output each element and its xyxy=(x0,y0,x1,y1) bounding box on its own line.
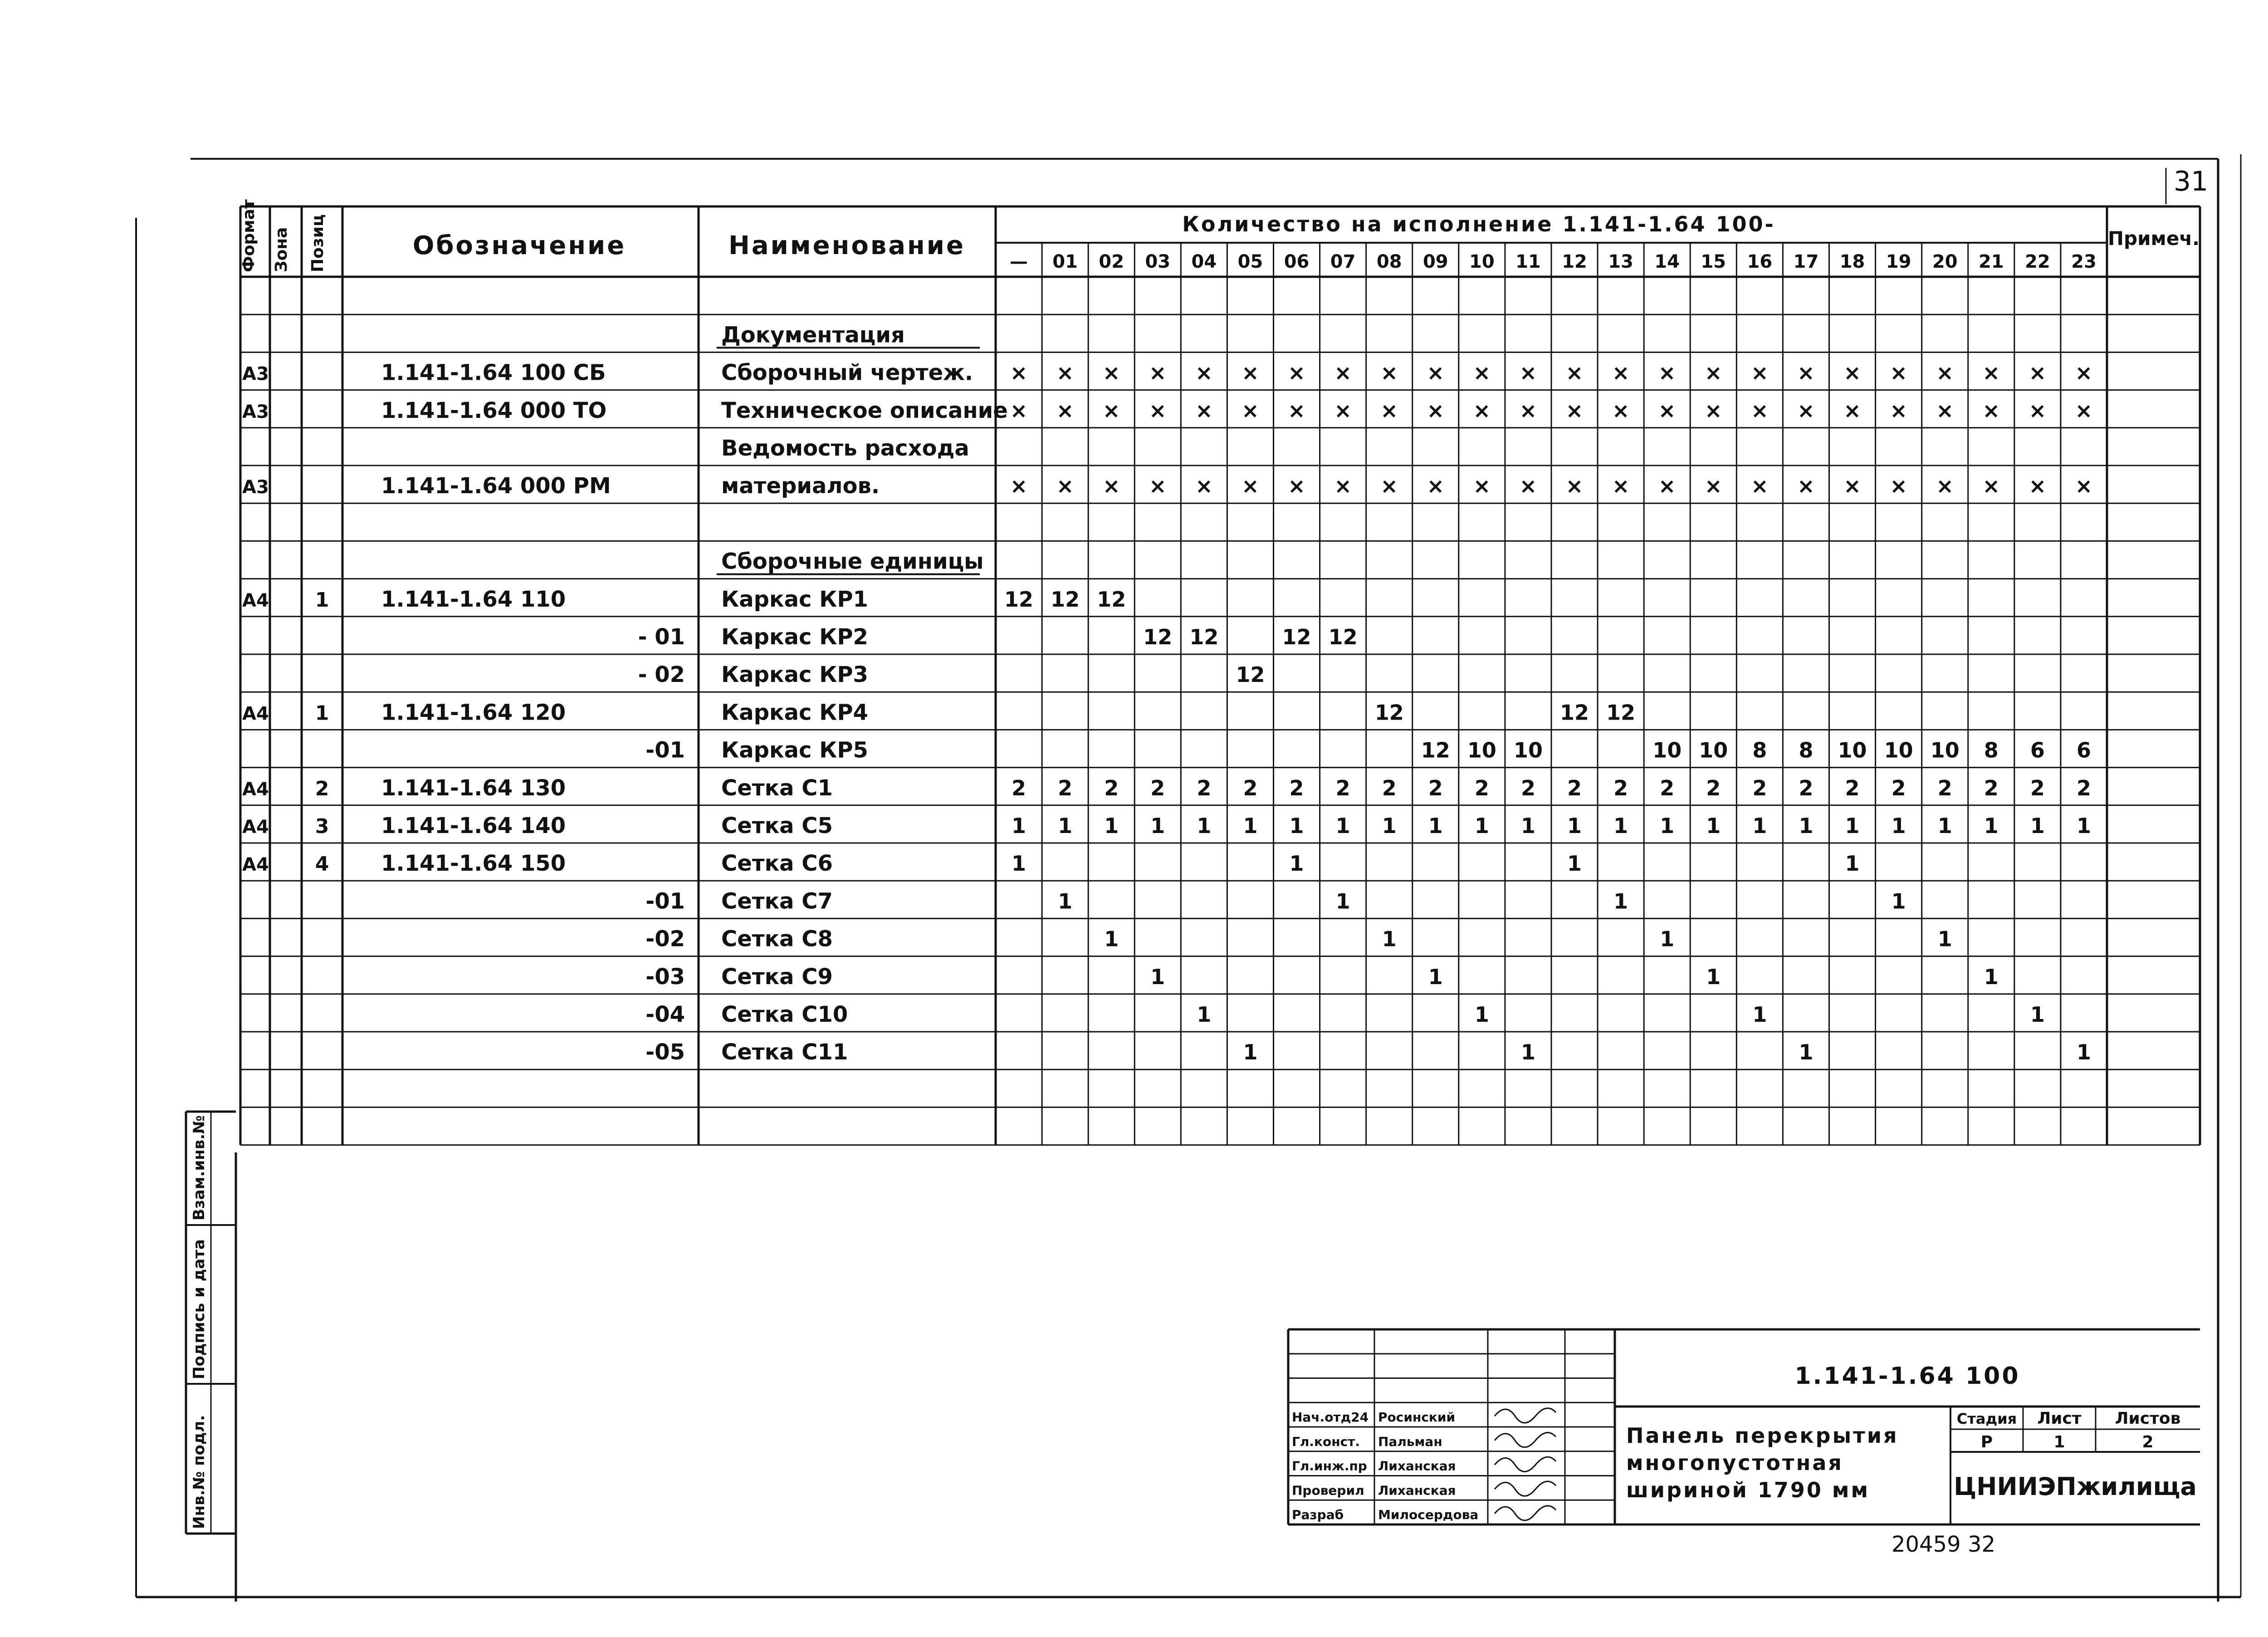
signer-role: Проверил xyxy=(1292,1483,1364,1498)
row-name: Каркас КР2 xyxy=(721,624,868,650)
row-position: 1 xyxy=(315,701,329,725)
row-format: А4 xyxy=(242,817,269,838)
row-name: Документация xyxy=(721,322,905,348)
row-designation: 1.141-1.64 120 xyxy=(381,700,566,725)
variant-header-4: 04 xyxy=(1191,251,1217,272)
sheet-label: Лист xyxy=(2037,1409,2082,1428)
row-name: Техническое описание xyxy=(721,397,1008,423)
row-format: А3 xyxy=(242,401,269,422)
quantity-cell: × xyxy=(2028,474,2047,499)
quantity-cell: 10 xyxy=(1699,738,1728,763)
quantity-cell: 1 xyxy=(1335,889,1350,914)
quantity-cell: × xyxy=(1102,474,1120,499)
row-designation: 1.141-1.64 130 xyxy=(381,775,566,801)
row-name: Сетка С6 xyxy=(721,851,833,877)
quantity-cell: × xyxy=(1612,398,1630,423)
signer-role: Гл.конст. xyxy=(1292,1434,1360,1449)
quantity-cell: × xyxy=(1288,398,1305,423)
quantity-cell: 1 xyxy=(1197,814,1212,838)
variant-header-11: 11 xyxy=(1515,251,1541,272)
quantity-cell: 1 xyxy=(2030,814,2045,838)
quantity-cell: × xyxy=(1797,360,1815,385)
variant-header-2: 02 xyxy=(1099,251,1124,272)
quantity-cell: × xyxy=(1334,360,1352,385)
signer-name: Лиханская xyxy=(1378,1483,1456,1498)
quantity-cell: 10 xyxy=(1930,738,1960,763)
quantity-cell: 1 xyxy=(1752,814,1767,838)
row-name: Сборочные единицы xyxy=(721,549,984,574)
variant-header-15: 15 xyxy=(1701,251,1726,272)
variant-header-18: 18 xyxy=(1839,251,1865,272)
signer-name: Пальман xyxy=(1378,1434,1442,1449)
quantity-cell: × xyxy=(1242,360,1259,385)
header-designation: Обозначение xyxy=(412,231,626,260)
quantity-cell: 2 xyxy=(1752,775,1767,800)
quantity-cell: × xyxy=(1565,398,1584,423)
row-position: 4 xyxy=(315,853,329,876)
quantity-cell: 12 xyxy=(1421,738,1450,763)
quantity-cell: 1 xyxy=(1706,814,1721,838)
row-position: 1 xyxy=(315,588,329,612)
quantity-cell: 1 xyxy=(1613,814,1628,838)
quantity-cell: 2 xyxy=(1799,775,1813,800)
quantity-cell: × xyxy=(1890,398,1907,423)
quantity-cell: 1 xyxy=(1891,889,1906,914)
quantity-cell: 10 xyxy=(1467,738,1496,763)
row-name: Каркас КР3 xyxy=(721,662,868,688)
quantity-cell: × xyxy=(1705,474,1722,499)
quantity-cell: 1 xyxy=(1660,814,1675,838)
quantity-cell: × xyxy=(1612,360,1630,385)
quantity-cell: × xyxy=(1565,360,1584,385)
quantity-cell: × xyxy=(1056,398,1074,423)
quantity-cell: × xyxy=(1519,360,1537,385)
variant-header-17: 17 xyxy=(1793,251,1819,272)
quantity-cell: × xyxy=(1242,474,1259,499)
quantity-cell: × xyxy=(1427,398,1445,423)
quantity-cell: 1 xyxy=(1428,964,1443,989)
row-designation: -04 xyxy=(645,1002,685,1027)
quantity-cell: 1 xyxy=(1104,814,1119,838)
row-format: А4 xyxy=(242,779,269,800)
title-line-0: Панель перекрытия xyxy=(1626,1423,1899,1448)
sheet-value: 1 xyxy=(2053,1433,2065,1451)
quantity-cell: × xyxy=(1612,474,1630,499)
quantity-cell: 2 xyxy=(1197,775,1212,800)
variant-header-21: 21 xyxy=(1978,251,2004,272)
quantity-cell: × xyxy=(1797,398,1815,423)
quantity-cell: × xyxy=(1010,398,1028,423)
signature-mark xyxy=(1495,1481,1556,1496)
quantity-cell: × xyxy=(1843,360,1861,385)
signature-mark xyxy=(1495,1457,1556,1471)
quantity-cell: × xyxy=(1751,474,1769,499)
quantity-cell: 1 xyxy=(1474,814,1489,838)
row-name: Каркас КР1 xyxy=(721,586,868,612)
header-note: Примеч. xyxy=(2107,227,2200,250)
quantity-cell: × xyxy=(1149,474,1167,499)
quantity-cell: × xyxy=(1427,360,1445,385)
quantity-cell: 10 xyxy=(1652,738,1682,763)
row-designation: -02 xyxy=(645,926,685,952)
sheets-label: Листов xyxy=(2115,1409,2181,1428)
title-line-1: многопустотная xyxy=(1626,1451,1843,1475)
row-designation: 1.141-1.64 000 РМ xyxy=(381,473,611,499)
variant-header-6: 06 xyxy=(1284,251,1310,272)
quantity-cell: × xyxy=(1843,474,1861,499)
quantity-cell: × xyxy=(1751,360,1769,385)
quantity-cell: 1 xyxy=(1150,814,1165,838)
quantity-cell: × xyxy=(1380,398,1398,423)
quantity-cell: 1 xyxy=(2030,1002,2045,1027)
variant-header-1: 01 xyxy=(1052,251,1078,272)
row-format: А4 xyxy=(242,854,269,876)
quantity-cell: × xyxy=(1797,474,1815,499)
quantity-cell: × xyxy=(1380,360,1398,385)
quantity-cell: 12 xyxy=(1328,625,1358,649)
row-designation: -03 xyxy=(645,964,685,990)
quantity-cell: × xyxy=(2075,474,2093,499)
quantity-cell: 1 xyxy=(1104,926,1119,951)
quantity-cell: × xyxy=(2075,398,2093,423)
variant-header-9: 09 xyxy=(1422,251,1448,272)
signature-mark xyxy=(1495,1506,1556,1520)
quantity-cell: 1 xyxy=(1289,851,1304,876)
quantity-cell: × xyxy=(1149,360,1167,385)
quantity-cell: 1 xyxy=(1382,814,1397,838)
quantity-cell: × xyxy=(2028,360,2047,385)
row-name: Сборочный чертеж. xyxy=(721,360,973,386)
quantity-cell: × xyxy=(1936,398,1954,423)
quantity-cell: 1 xyxy=(1382,926,1397,951)
quantity-cell: 2 xyxy=(1660,775,1675,800)
header-quantity-title: Количество на исполнение 1.141-1.64 100- xyxy=(1182,212,1775,236)
signer-role: Гл.инж.пр xyxy=(1292,1458,1367,1474)
quantity-cell: 8 xyxy=(1799,738,1813,763)
quantity-cell: 1 xyxy=(1984,964,1999,989)
quantity-cell: 12 xyxy=(1374,700,1404,725)
quantity-cell: 2 xyxy=(1567,775,1582,800)
row-name: Сетка С1 xyxy=(721,775,833,801)
variant-header-7: 07 xyxy=(1330,251,1356,272)
stage-value: Р xyxy=(1980,1433,1993,1451)
quantity-cell: 12 xyxy=(1004,587,1034,612)
quantity-cell: × xyxy=(1102,360,1120,385)
quantity-cell: × xyxy=(1705,360,1722,385)
quantity-cell: × xyxy=(1288,360,1305,385)
variant-header-23: 23 xyxy=(2071,251,2097,272)
title-line-2: шириной 1790 мм xyxy=(1626,1478,1870,1502)
quantity-cell: 6 xyxy=(2076,738,2091,763)
page-number: 31 xyxy=(2173,166,2209,197)
quantity-cell: 2 xyxy=(1104,775,1119,800)
quantity-cell: 1 xyxy=(1289,814,1304,838)
quantity-cell: 1 xyxy=(1845,814,1860,838)
row-designation: -05 xyxy=(645,1039,685,1065)
quantity-cell: 1 xyxy=(1012,851,1026,876)
row-designation: 1.141-1.64 110 xyxy=(381,586,566,612)
row-name: Ведомость расхода xyxy=(721,436,969,461)
quantity-cell: × xyxy=(1010,360,1028,385)
quantity-cell: 12 xyxy=(1606,700,1636,725)
quantity-cell: 1 xyxy=(1937,926,1952,951)
quantity-cell: × xyxy=(1473,360,1491,385)
quantity-cell: 1 xyxy=(1984,814,1999,838)
signature-mark xyxy=(1495,1432,1556,1447)
quantity-cell: 1 xyxy=(2076,814,2091,838)
quantity-cell: 8 xyxy=(1984,738,1999,763)
row-position: 3 xyxy=(315,815,329,838)
row-format: А3 xyxy=(242,363,269,385)
sheets-value: 2 xyxy=(2142,1433,2154,1451)
quantity-cell: × xyxy=(1380,474,1398,499)
quantity-cell: 2 xyxy=(1845,775,1860,800)
quantity-cell: 1 xyxy=(1520,814,1535,838)
quantity-cell: 1 xyxy=(1845,851,1860,876)
organization-name: ЦНИИЭПжилища xyxy=(1954,1472,2197,1501)
quantity-cell: 2 xyxy=(2076,775,2091,800)
row-designation: - 01 xyxy=(638,624,685,650)
quantity-cell: × xyxy=(1519,474,1537,499)
row-format: А4 xyxy=(242,590,269,611)
quantity-cell: × xyxy=(1982,398,2000,423)
quantity-cell: × xyxy=(1242,398,1259,423)
quantity-cell: × xyxy=(2028,398,2047,423)
quantity-cell: 2 xyxy=(1150,775,1165,800)
variant-header-16: 16 xyxy=(1747,251,1773,272)
quantity-cell: × xyxy=(1843,398,1861,423)
row-name: Сетка С10 xyxy=(721,1002,848,1027)
row-name: Сетка С11 xyxy=(721,1039,848,1065)
quantity-cell: × xyxy=(1890,474,1907,499)
row-designation: -01 xyxy=(645,888,685,914)
quantity-cell: 1 xyxy=(1243,814,1258,838)
quantity-cell: 10 xyxy=(1513,738,1543,763)
quantity-cell: 12 xyxy=(1051,587,1080,612)
quantity-cell: 2 xyxy=(1058,775,1073,800)
quantity-cell: 1 xyxy=(1613,889,1628,914)
row-designation: - 02 xyxy=(638,662,685,688)
quantity-cell: 2 xyxy=(1012,775,1026,800)
quantity-cell: × xyxy=(1519,398,1537,423)
quantity-cell: × xyxy=(1288,474,1305,499)
side-stamp-podpis: Подпись и дата xyxy=(190,1239,208,1379)
quantity-cell: 10 xyxy=(1884,738,1913,763)
variant-header-8: 08 xyxy=(1376,251,1402,272)
row-position: 2 xyxy=(315,777,329,800)
quantity-cell: × xyxy=(1936,360,1954,385)
row-designation: 1.141-1.64 000 ТО xyxy=(381,397,607,423)
quantity-cell: 1 xyxy=(1520,1040,1535,1065)
quantity-cell: 1 xyxy=(1058,814,1073,838)
variant-header-22: 22 xyxy=(2025,251,2050,272)
stage-label: Стадия xyxy=(1956,1410,2017,1427)
quantity-cell: 2 xyxy=(1428,775,1443,800)
quantity-cell: 12 xyxy=(1097,587,1126,612)
quantity-cell: 1 xyxy=(1474,1002,1489,1027)
quantity-cell: 2 xyxy=(1891,775,1906,800)
header-name: Наименование xyxy=(728,231,965,260)
quantity-cell: 2 xyxy=(1613,775,1628,800)
quantity-cell: 1 xyxy=(1706,964,1721,989)
quantity-cell: 1 xyxy=(1058,889,1073,914)
quantity-cell: 1 xyxy=(1660,926,1675,951)
quantity-cell: 1 xyxy=(1567,851,1582,876)
signer-name: Милосердова xyxy=(1378,1507,1479,1522)
quantity-cell: 2 xyxy=(1520,775,1535,800)
quantity-cell: 1 xyxy=(1243,1040,1258,1065)
quantity-cell: × xyxy=(1982,360,2000,385)
quantity-cell: × xyxy=(1890,360,1907,385)
row-name: Сетка С9 xyxy=(721,964,833,990)
quantity-cell: × xyxy=(2075,360,2093,385)
doc-code: 1.141-1.64 100 xyxy=(1794,1363,2020,1390)
quantity-cell: 1 xyxy=(1012,814,1026,838)
row-designation: -01 xyxy=(645,737,685,763)
signer-role: Нач.отд24 xyxy=(1292,1410,1369,1425)
quantity-cell: 1 xyxy=(2076,1040,2091,1065)
row-format: А3 xyxy=(242,477,269,498)
quantity-cell: 12 xyxy=(1282,625,1311,649)
side-stamp-vzam: Взам.инв.№ xyxy=(190,1115,208,1220)
variant-header-19: 19 xyxy=(1886,251,1911,272)
quantity-cell: 1 xyxy=(1567,814,1582,838)
quantity-cell: × xyxy=(1149,398,1167,423)
row-designation: 1.141-1.64 100 СБ xyxy=(381,360,606,386)
row-name: Сетка С8 xyxy=(721,926,833,952)
quantity-cell: 2 xyxy=(1289,775,1304,800)
variant-header-12: 12 xyxy=(1562,251,1587,272)
quantity-cell: × xyxy=(1056,360,1074,385)
quantity-cell: × xyxy=(1658,474,1676,499)
quantity-cell: 2 xyxy=(1706,775,1721,800)
quantity-cell: 1 xyxy=(1799,1040,1813,1065)
quantity-cell: 2 xyxy=(1335,775,1350,800)
quantity-cell: 10 xyxy=(1838,738,1867,763)
variant-header-20: 20 xyxy=(1932,251,1958,272)
quantity-cell: × xyxy=(1195,360,1213,385)
quantity-cell: 1 xyxy=(1428,814,1443,838)
quantity-cell: × xyxy=(1056,474,1074,499)
quantity-cell: 12 xyxy=(1560,700,1589,725)
quantity-cell: × xyxy=(1751,398,1769,423)
quantity-cell: × xyxy=(1195,474,1213,499)
quantity-cell: × xyxy=(1705,398,1722,423)
quantity-cell: 2 xyxy=(1474,775,1489,800)
variant-header-5: 05 xyxy=(1237,251,1263,272)
row-name: Каркас КР5 xyxy=(721,737,868,763)
header-format: Формат xyxy=(240,199,258,272)
row-name: Каркас КР4 xyxy=(721,700,868,725)
footer-number: 20459 32 xyxy=(1892,1532,1996,1557)
quantity-cell: × xyxy=(1427,474,1445,499)
quantity-cell: × xyxy=(1936,474,1954,499)
signature-mark xyxy=(1495,1408,1556,1423)
quantity-cell: × xyxy=(1334,398,1352,423)
quantity-cell: 2 xyxy=(1243,775,1258,800)
header-zone: Зона xyxy=(272,227,291,272)
quantity-cell: 1 xyxy=(1937,814,1952,838)
quantity-cell: × xyxy=(1102,398,1120,423)
quantity-cell: 8 xyxy=(1752,738,1767,763)
row-designation: 1.141-1.64 140 xyxy=(381,813,566,838)
quantity-cell: × xyxy=(1658,360,1676,385)
quantity-cell: 12 xyxy=(1189,625,1219,649)
signer-role: Разраб xyxy=(1292,1507,1344,1522)
row-name: материалов. xyxy=(721,473,880,499)
quantity-cell: × xyxy=(1010,474,1028,499)
row-name: Сетка С5 xyxy=(721,813,833,838)
quantity-cell: 1 xyxy=(1752,1002,1767,1027)
row-format: А4 xyxy=(242,703,269,725)
quantity-cell: 2 xyxy=(1984,775,1999,800)
signer-name: Лиханская xyxy=(1378,1458,1456,1474)
quantity-cell: 1 xyxy=(1799,814,1813,838)
signer-name: Росинский xyxy=(1378,1410,1456,1425)
quantity-cell: × xyxy=(1334,474,1352,499)
variant-header-13: 13 xyxy=(1608,251,1633,272)
quantity-cell: 6 xyxy=(2030,738,2045,763)
quantity-cell: 1 xyxy=(1335,814,1350,838)
variant-header-10: 10 xyxy=(1469,251,1495,272)
quantity-cell: × xyxy=(1473,398,1491,423)
quantity-cell: 2 xyxy=(2030,775,2045,800)
row-designation: 1.141-1.64 150 xyxy=(381,851,566,877)
row-name: Сетка С7 xyxy=(721,888,833,914)
quantity-cell: × xyxy=(1565,474,1584,499)
quantity-cell: 12 xyxy=(1143,625,1173,649)
quantity-cell: × xyxy=(1195,398,1213,423)
variant-header-3: 03 xyxy=(1145,251,1171,272)
header-position: Позиц xyxy=(308,214,327,272)
side-stamp-inv: Инв.№ подл. xyxy=(190,1415,208,1529)
quantity-cell: 1 xyxy=(1891,814,1906,838)
quantity-cell: 1 xyxy=(1197,1002,1212,1027)
variant-header-0: — xyxy=(1010,251,1028,272)
quantity-cell: × xyxy=(1473,474,1491,499)
quantity-cell: 1 xyxy=(1150,964,1165,989)
quantity-cell: 2 xyxy=(1937,775,1952,800)
quantity-cell: × xyxy=(1658,398,1676,423)
quantity-cell: × xyxy=(1982,474,2000,499)
quantity-cell: 2 xyxy=(1382,775,1397,800)
variant-header-14: 14 xyxy=(1654,251,1680,272)
quantity-cell: 12 xyxy=(1236,662,1265,687)
